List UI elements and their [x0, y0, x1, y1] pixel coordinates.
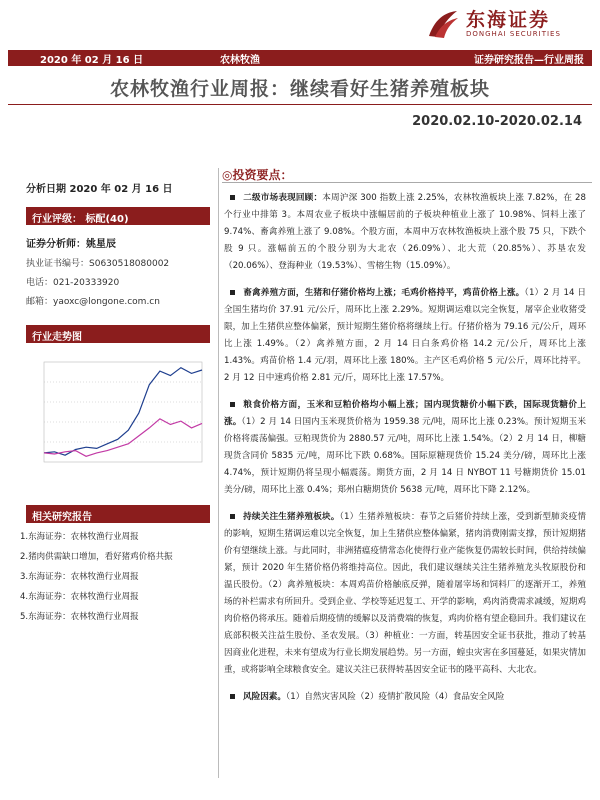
paragraph-lead: 畜禽养殖方面，生猪和仔猪价格均上涨；毛鸡价格持平，鸡苗价格上涨。 — [243, 288, 525, 298]
donghai-logo — [426, 6, 596, 42]
analyst-name: 证券分析师：姚星辰 — [26, 239, 116, 250]
paragraph-text: （1）自然灾害风险（2）疫情扩散风险（4）食品安全风险 — [285, 692, 505, 702]
bullet-icon — [230, 195, 235, 200]
paragraph-text: （1）2 月 14 日国内玉米现货价格为 1959.38 元/吨，周环比上涨 0.23%。预计短期玉米价格将震荡偏强。豆粕现货价为 2880.57 元/吨，周环比上涨 1.54%。（2）2 月 14 日，柳糖现货含同价 5835 元/吨，周环比下跌 0.68%。国际原糖现货价 15.24 美分/磅，周环比上涨 4.74%，预计短期仍将呈现小幅震荡。期货方面，2 月 14 日 NYBOT 11 号糖期货价 15.01 美分/磅，周环比上涨 0.4%；郑州白糖期货价 5638 元/吨，周环比下降 2.12%。 — [224, 417, 586, 495]
analysis-date: 分析日期 2020 年 02 月 16 日 — [26, 184, 173, 195]
paragraph-lead: 二级市场表现回顾： — [243, 193, 323, 203]
related-report-item[interactable]: 1.东海证券：农林牧渔行业周报 — [20, 532, 139, 542]
industry-rating: 行业评级： 标配(40) — [26, 207, 210, 225]
logo-chinese-text: 东海证券 — [466, 9, 551, 31]
paragraph-lead: 粮食价格方面，玉米和豆粕价格均小幅上涨；国内现货糖价小幅下跌，国际现货糖价上涨。 — [224, 400, 586, 427]
livestock-paragraph — [224, 285, 586, 387]
donghai-logo-icon — [426, 8, 460, 40]
market-review-paragraph — [224, 190, 586, 275]
related-report-item[interactable]: 3.东海证券：农林牧渔行业周报 — [20, 572, 139, 582]
page-title: 农林牧渔行业周报：继续看好生猪养殖板块 — [109, 78, 490, 100]
chart-frame — [44, 362, 202, 462]
paragraph-text: 本周沪深 300 指数上涨 2.25%，农林牧渔板块上涨 7.82%，在 28 个行业中排第 3。本周农业子板块中涨幅居前的子板块种植业上涨了 10.98%、饲料上涨了 9.74%、畜禽养殖上涨了 9.08%。个股方面，本周申万农林牧渔板块上涨个股 75 只，下跌个股 9 只。涨幅前五的个股分别为大北农（26.09%）、北大荒（20.85%）、苏垦农发（20.06%）、登海种业（19.53%）、雪榕生物（15.09%）。 — [224, 193, 586, 271]
analyst-email[interactable]: 邮箱：yaoxc@longone.com.cn — [26, 297, 160, 307]
analyst-phone: 电话：021-20333920 — [26, 278, 120, 288]
paragraph-text: （1）2 月 14 日全国生猪均价 37.91 元/公斤，周环比上涨 2.29%。短期调运难以完全恢复，屠宰企业收猪受限，加上生猪供应整体偏紧，预计短期生猪价格将继续上行。仔猪价格为 79.16 元/公斤，周环比上涨 1.49%。（2）禽养殖方面，2 月 14 日白条鸡价格 14.2 元/公斤，周环比上涨 1.43%。鸡苗价格 1.4 元/羽，周环比上涨 180%。主产区毛鸡价格 5 元/公斤，周环比持平。2 月 12 日中速鸡价格 2.81 元/斤，周环比上涨 17.57%。 — [224, 288, 586, 383]
paragraph-lead: 风险因素。 — [243, 692, 286, 702]
bullet-icon — [230, 694, 235, 699]
trend-section-title: 行业走势图 — [26, 325, 210, 343]
risk-factors-paragraph — [224, 689, 586, 706]
heading-divider — [222, 182, 592, 183]
title-divider — [8, 104, 592, 105]
left-column — [26, 180, 210, 307]
report-period: 2020.02.10-2020.02.14 — [412, 114, 582, 129]
related-report-item[interactable]: 2.猪肉供需缺口增加，看好猪鸡价格共振 — [20, 552, 173, 562]
paragraph-lead: 持续关注生猪养殖板块。 — [243, 512, 340, 522]
bullet-icon — [230, 514, 235, 519]
chart-series-line — [44, 419, 202, 457]
industry-trend-chart — [26, 350, 210, 480]
bullet-icon — [230, 290, 235, 295]
paragraph-text: （1）生猪养殖板块：春节之后猪价持续上涨，受到新型肺炎疫情的影响，短期生猪调运难以完全恢复，加上生猪供应整体偏紧，猪肉消费刚需支撑，预计短期猪价有望继续上涨。与此同时，非洲猪瘟疫情常态化使得行业产能恢复仍需较长时间，供给持续偏紧，预计 2020 年生猪价格仍将维持高位。因此，我们建议继续关注生猪养殖龙头牧原股份和温氏股份。（2）禽养殖板块：本周鸡苗价格触底反弹，随着屠宰场和饲料厂的逐渐开工，养殖场的补栏需求有所回升。受到企业、学校等延迟复工、开学的影响，鸡肉消费需求减缓，短期鸡肉价格仍将承压。随着后期疫情的缓解以及消费端的恢复，鸡肉价格有望企稳回升。我们建议在底部积极关注益生股份、圣农发展。（3）种植业：一方面，转基因安全证书获批，推动了转基因商业化进程，未来有望成为行业长期发展趋势。另一方面，蝗虫灾害在多国蔓延，如果灾情加重，或将影响全球粮食安全。建议关注已获得转基因安全证书的隆平高科、大北农。 — [224, 512, 586, 675]
column-divider — [218, 168, 219, 778]
related-report-item[interactable]: 5.东海证券：农林牧渔行业周报 — [20, 612, 139, 622]
related-section-title: 相关研究报告 — [26, 505, 210, 523]
trend-chart-svg — [26, 350, 210, 480]
header-bar — [8, 50, 592, 66]
related-reports-list — [20, 530, 220, 630]
investment-highlights-heading: ◎投资要点： — [222, 168, 293, 182]
bullet-icon — [230, 402, 235, 407]
recommendation-paragraph — [224, 509, 586, 679]
related-report-item[interactable]: 4.东海证券：农林牧渔行业周报 — [20, 592, 139, 602]
header-report-type: 证券研究报告—行业周报 — [474, 55, 584, 66]
grain-price-paragraph — [224, 397, 586, 499]
header-industry: 农林牧渔 — [220, 55, 260, 66]
logo-english-text: DONGHAI SECURITIES — [466, 30, 561, 38]
header-date: 2020 年 02 月 16 日 — [40, 55, 144, 66]
investment-highlights-body — [224, 190, 586, 716]
analyst-license: 执业证书编号：S0630518080002 — [26, 259, 170, 269]
